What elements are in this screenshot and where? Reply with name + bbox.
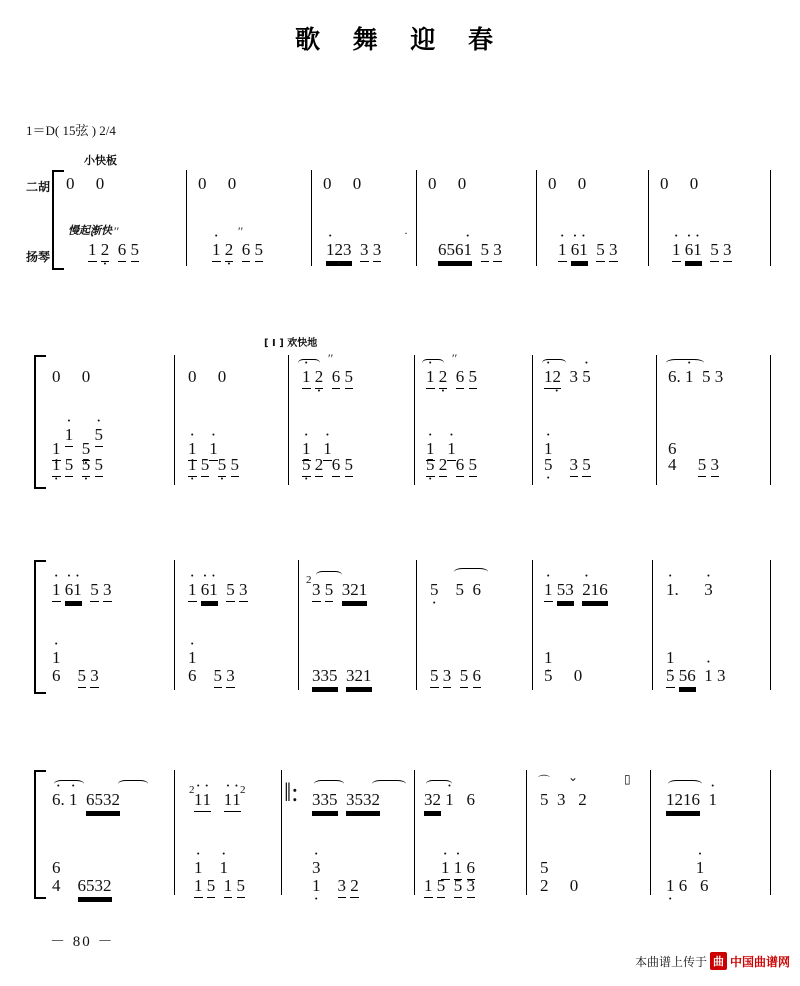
barline (648, 170, 649, 266)
system-2 (26, 351, 774, 485)
note-group: 5 3 5 6 (430, 666, 481, 688)
barline (652, 560, 653, 690)
note-group: 4 5 3 (668, 455, 719, 477)
note-group: 0 0 (548, 174, 587, 193)
note-group: 5 · 2 6 5 (426, 455, 477, 477)
note-group: 1 · 5 5 · 5 (52, 455, 103, 477)
barline (770, 355, 771, 485)
barline (650, 770, 651, 895)
note-group: 1 · · 1 5 · · 5 (52, 439, 103, 461)
note-group: 656· 1 5 3 (438, 240, 502, 262)
note-group: 1 · 6 6 (666, 876, 709, 896)
note-group: 32 · 1 6 (424, 790, 475, 811)
note-group: 0 0 (198, 174, 237, 193)
instrument-label-erhu: 二胡 (26, 180, 51, 194)
note-group: · 12 ·3 3 3 · (326, 240, 381, 262)
system-brace (34, 560, 46, 694)
key-signature: 1＝D( 15弦 ) 2/4 (26, 123, 116, 138)
site-name[interactable]: 中国曲谱网 (729, 954, 790, 969)
note-group: · 1 2 · 6 5 ′′ (88, 240, 139, 262)
note-group: · 1. · 3 (666, 580, 713, 600)
note-group: 1 5 1 5 (194, 876, 245, 898)
instrument-label-yangqin: 扬琴 (26, 250, 51, 264)
tempo-marking-1: 小快板 (84, 154, 117, 167)
note-group: · 12 · 3 · 5 (544, 367, 591, 389)
system-brace (34, 355, 46, 489)
barline (414, 355, 415, 485)
note-group: · 1 · 6· 1 5 3 (52, 580, 112, 602)
note-group: 0 0 (428, 174, 467, 193)
note-group: · 1 · 1 6 (424, 858, 475, 880)
note-group: 2 0 (540, 876, 579, 895)
note-group: 6 5 3 (52, 666, 99, 688)
note-group: · 1 · 6· 1 5 3 (188, 580, 248, 602)
repeat-sign: ‖: (284, 778, 299, 807)
barline (416, 560, 417, 690)
note-group: 2 · 1· 1 · 1· 1 2 (194, 790, 241, 812)
note-group: 6. · 1 5 3 (668, 367, 723, 387)
barline (174, 355, 175, 485)
note-group: 5 0 (544, 666, 583, 685)
barline (532, 355, 533, 485)
note-group: · 1 53 · 216 (544, 580, 608, 602)
note-group: 1 · (666, 648, 675, 668)
barline (174, 770, 175, 895)
note-group: · 1 · 6· 1 5 3 (558, 240, 618, 262)
note-group: 4 6532 (52, 876, 112, 895)
note-group: 335 3532 (312, 790, 380, 811)
note-group: 5 · 2 6 5 (302, 455, 353, 477)
barline (526, 770, 527, 895)
barline (770, 770, 771, 895)
note-group: · 3 (312, 858, 321, 878)
note-group: 5 3 2 ⌒ ⌄ ▯ (538, 770, 631, 809)
note-group: 0 0 (188, 367, 227, 386)
system-3 (26, 560, 774, 690)
barline (532, 560, 533, 690)
barline (414, 770, 415, 895)
barline (536, 170, 537, 266)
note-group: · 1 2 · 6 5 ′′ (212, 240, 263, 262)
note-group: 6 (52, 858, 61, 877)
barline (281, 770, 282, 895)
note-group: 0 0 (660, 174, 699, 193)
section-marking-1: [ I ] 欢快地 (264, 338, 318, 349)
site-logo-icon: 曲 (710, 952, 727, 970)
note-group: · 1 · 6· 1 5 3 (672, 240, 732, 262)
note-group: · 1 (666, 858, 704, 878)
system-brace (34, 770, 46, 899)
barline (186, 170, 187, 266)
note-group: · 1 2 · 6 5 ′′ (302, 367, 353, 389)
note-group: 6 (668, 439, 677, 458)
barline (770, 560, 771, 690)
tempo-marking-2: 慢起渐快 (68, 224, 112, 237)
note-group: · 1 (544, 439, 553, 459)
barline (174, 560, 175, 690)
page-number: － 80 － (50, 934, 115, 950)
barline (288, 355, 289, 485)
note-group: · 1 (52, 648, 61, 668)
note-group: 0 0 (52, 367, 91, 386)
note-group: 5 · 3 5 (544, 455, 591, 477)
barline (656, 355, 657, 485)
note-group: · 1 · 1 (302, 439, 332, 461)
note-group: 335 321 (312, 666, 372, 685)
note-group: 5 (540, 858, 549, 877)
note-group: · 1 · 1 (426, 439, 456, 461)
note-group: · 1 · 1 (194, 858, 228, 878)
note-group: 0 0 (323, 174, 362, 193)
page-title: 歌 舞 迎 春 (294, 25, 506, 54)
note-group: 1 · 3 2 (312, 876, 359, 898)
note-group: · 1 2 · 6 5 ′′ (426, 367, 477, 389)
barline (311, 170, 312, 266)
note-group: 2 3 5 321 (312, 580, 367, 602)
note-group: 1 · (544, 648, 553, 668)
credit-text: 本曲谱上传于 (634, 954, 707, 969)
note-group: 0 0 (66, 174, 105, 193)
note-group: 5 · 5 6 (430, 580, 481, 600)
note-group: · 6. · 1 6532 (52, 790, 120, 811)
barline (298, 560, 299, 690)
note-group: 5 56 · 1 3 (666, 666, 726, 688)
note-group: 1 · 5 5 · 5 (188, 455, 239, 477)
site-credit (635, 952, 790, 970)
system-1 (26, 170, 774, 270)
system-brace (52, 170, 64, 270)
note-group: 1 5 5 3 (424, 876, 475, 898)
note-group: · 1 · 1 (188, 439, 218, 461)
barline (416, 170, 417, 266)
system-4 (26, 770, 774, 895)
note-group: 1216 · 1 (666, 790, 717, 811)
note-group: · 1 (188, 648, 197, 668)
note-group: 6 5 3 (188, 666, 235, 688)
barline (770, 170, 771, 266)
